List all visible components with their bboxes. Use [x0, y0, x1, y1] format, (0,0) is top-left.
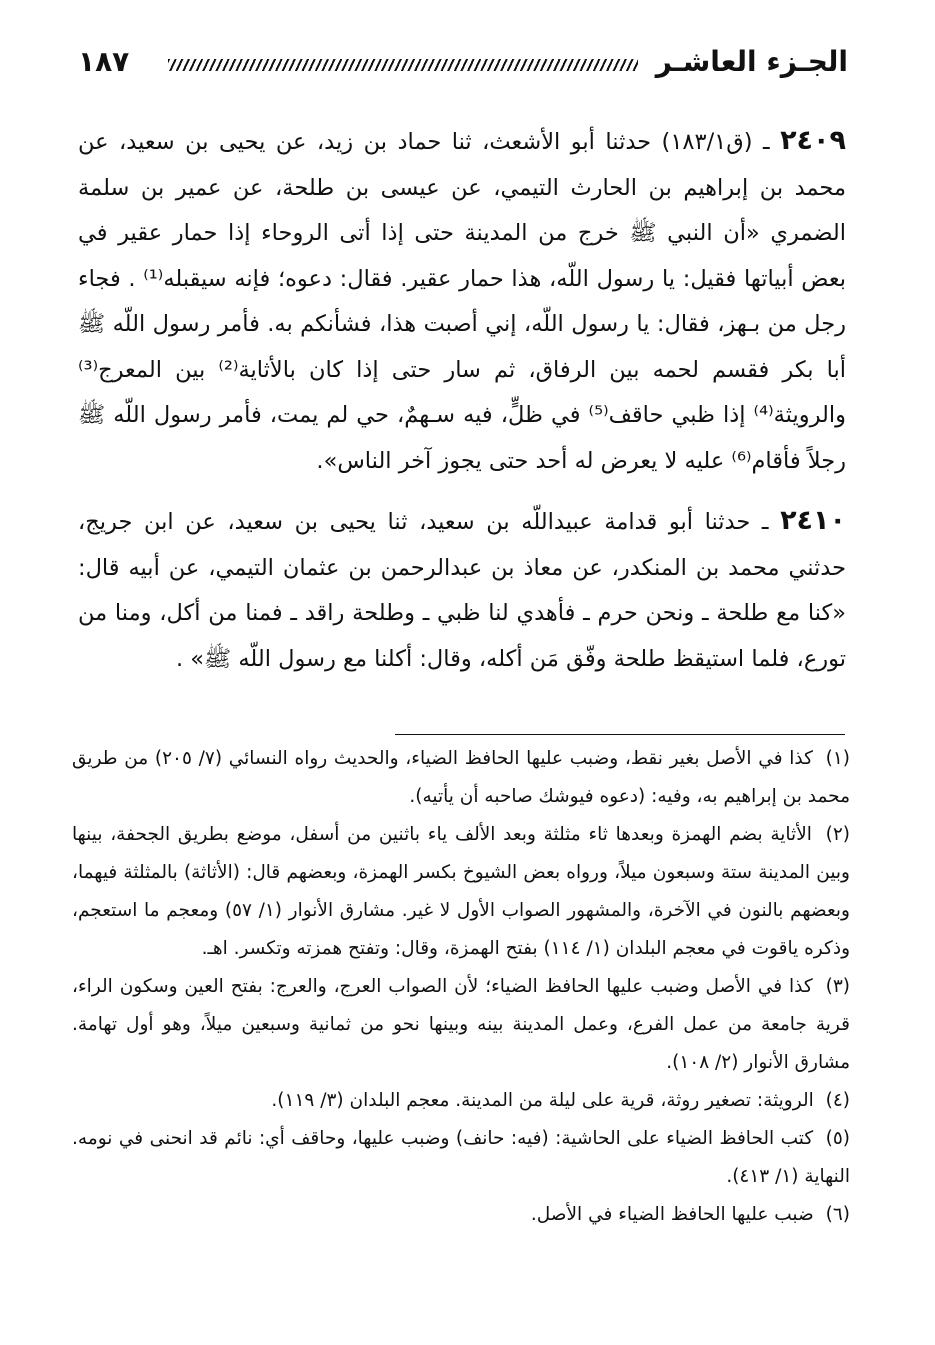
- footnote-text: ضبب عليها الحافظ الضياء في الأصل.: [530, 1204, 814, 1225]
- footnote-number: (٥): [825, 1128, 850, 1149]
- footnote-2: [72, 816, 850, 968]
- footnote-5: [72, 1120, 850, 1196]
- footnote-number: (٣): [825, 976, 850, 997]
- volume-title: الجـزء العاشـر: [655, 44, 848, 78]
- main-text: [78, 118, 846, 696]
- page-number: ١٨٧: [78, 44, 130, 78]
- page-header: [78, 36, 848, 86]
- footnote-number: (٦): [825, 1204, 850, 1225]
- hadith-2410: [78, 498, 846, 682]
- footnotes: [72, 740, 850, 1234]
- footnote-text: كذا في الأصل وضبب عليها الحافظ الضياء؛ لأن الصواب العرج، والعرج: بفتح العين وسكون الراء، قرية جامعة من عمل الفرع، وعمل المدينة بينه وبينها نحو من ثمانية وسبعين ميلاً، وهو أول تهامة. مشارق الأنوار (٢/ ١٠٨).: [72, 976, 850, 1073]
- footnote-text: الأثاية بضم الهمزة وبعدها ثاء مثلثة وبعد الألف ياء باثنين من أسفل، موضع بطريق الجحفة، بينها وبين المدينة ستة وسبعون ميلاً، ورواه بعض الشيوخ بكسر الهمزة، وبعضهم قال: (الأثاثة) بالمثلثة فيهما، وبعضهم بالنون في الآخرة، والمشهور الصواب الأول لا غير. مشارق الأنوار (١/ ٥٧) ومعجم ما استعجم، وذكره ياقوت في معجم البلدان (١/ ١١٤) بفتح الهمزة، وقال: وتفتح همزته وتكسر. اهـ.: [72, 824, 850, 959]
- footnote-number: (٢): [825, 824, 850, 845]
- footnote-3: [72, 968, 850, 1082]
- footnote-divider: [395, 734, 845, 735]
- hadith-number: ٢٤٠٩: [780, 125, 846, 156]
- footnote-number: (١): [825, 748, 850, 769]
- header-ornamental-rule: [168, 59, 638, 71]
- hadith-text: ـ حدثنا أبو قدامة عبيداللّه بن سعيد، ثنا يحيى بن سعيد، عن ابن جريج، حدثني محمد بن المنكدر، عن معاذ بن عبدالرحمن بن عثمان التيمي، عن أبيه قال: «كنا مع طلحة ـ ونحن حرم ـ فأهدي لنا ظبي ـ وطلحة راقد ـ فمنا من أكل، ومنا من تورع، فلما استيقظ طلحة وفّق مَن أكله، وقال: أكلنا مع رسول اللّه ﷺ» .: [78, 509, 846, 672]
- footnote-text: كذا في الأصل بغير نقط، وضبب عليها الحافظ الضياء، والحديث رواه النسائي (٧/ ٢٠٥) من طريق محمد بن إبراهيم به، وفيه: (دعوه فيوشك صاحبه أن يأتيه).: [72, 748, 850, 807]
- footnote-4: [72, 1082, 850, 1120]
- hadith-number: ٢٤١٠: [780, 505, 846, 536]
- footnote-text: كتب الحافظ الضياء على الحاشية: (فيه: حانف) وضبب عليها، وحاقف أي: نائم قد انحنى في نومه. النهاية (١/ ٤١٣).: [72, 1128, 850, 1187]
- footnote-1: [72, 740, 850, 816]
- hadith-2409: [78, 118, 846, 484]
- footnote-6: [72, 1196, 850, 1234]
- footnote-number: (٤): [825, 1090, 850, 1111]
- hadith-text: ـ (ق١٨٣/١) حدثنا أبو الأشعث، ثنا حماد بن زيد، عن يحيى بن سعيد، عن محمد بن إبراهيم بن الحارث التيمي، عن عيسى بن طلحة، عن عمير بن سلمة الضمري «أن النبي ﷺ خرج من المدينة حتى إذا أتى الروحاء إذا حمار عقير في بعض أبياتها فقيل: يا رسول اللّه، هذا حمار عقير. فقال: دعوه؛ فإنه سيقبله⁽¹⁾ . فجاء رجل من بـهز، فقال: يا رسول اللّه، إني أصبت هذا، فشأنكم به. فأمر رسول اللّه ﷺ أبا بكر فقسم لحمه بين الرفاق، ثم سار حتى إذا كان بالأثاية⁽²⁾ بين المعرج⁽³⁾ والرويثة⁽⁴⁾ إذا ظبي حاقف⁽⁵⁾ في ظلٍّ، فيه سـهمٌ، حي لم يمت، فأمر رسول اللّه ﷺ رجلاً فأقام⁽⁶⁾ عليه لا يعرض له أحد حتى يجوز آخر الناس».: [78, 129, 846, 474]
- footnote-text: الرويثة: تصغير روثة، قرية على ليلة من المدينة. معجم البلدان (٣/ ١١٩).: [271, 1090, 814, 1111]
